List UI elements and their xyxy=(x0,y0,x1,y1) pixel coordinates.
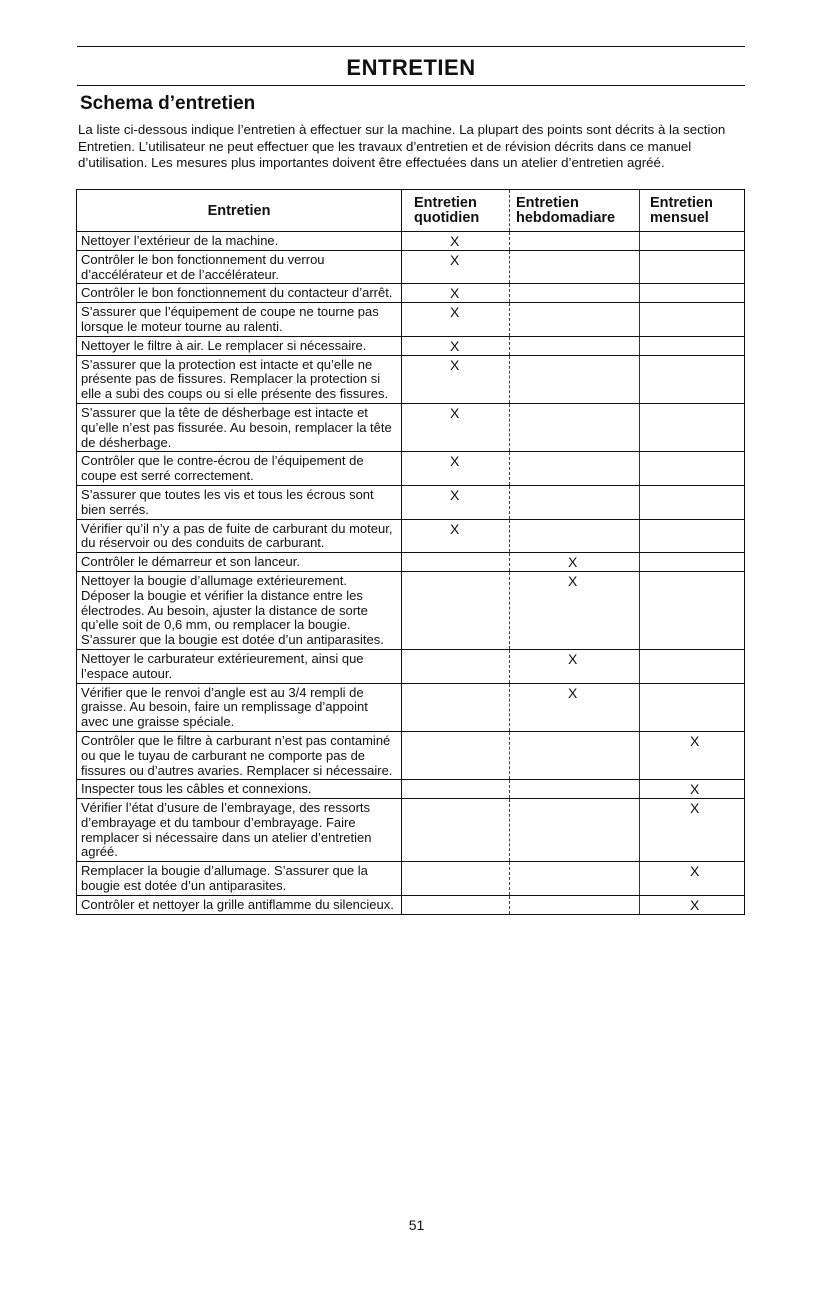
task-cell: Vérifier qu’il n’y a pas de fuite de carburant du moteur, du réservoir ou des conduits de carburant. xyxy=(77,519,402,553)
monthly-mark-cell: X xyxy=(640,799,745,862)
monthly-mark-cell xyxy=(640,355,745,403)
task-cell: Nettoyer l’extérieur de la machine. xyxy=(77,232,402,251)
table-row xyxy=(77,799,745,862)
task-cell: Contrôler que le filtre à carburant n’est pas contaminé ou que le tuyau de carburant ne comporte pas de fissures ou d’autres avaries. Remplacer si nécessaire. xyxy=(77,731,402,779)
daily-mark-cell: X xyxy=(402,336,510,355)
table-row xyxy=(77,232,745,251)
monthly-mark-cell xyxy=(640,519,745,553)
monthly-mark-cell xyxy=(640,553,745,572)
daily-mark-cell xyxy=(402,553,510,572)
table-row xyxy=(77,553,745,572)
daily-mark-cell xyxy=(402,571,510,649)
task-cell: Remplacer la bougie d’allumage. S’assurer que la bougie est dotée d’un antiparasites. xyxy=(77,862,402,896)
daily-mark-cell xyxy=(402,649,510,683)
daily-mark-cell: X xyxy=(402,452,510,486)
table-row xyxy=(77,519,745,553)
title-rule xyxy=(77,85,745,86)
monthly-mark-cell xyxy=(640,485,745,519)
task-cell: Contrôler le démarreur et son lanceur. xyxy=(77,553,402,572)
task-cell: S’assurer que l’équipement de coupe ne tourne pas lorsque le moteur tourne au ralenti. xyxy=(77,303,402,337)
weekly-mark-cell xyxy=(510,250,640,284)
weekly-mark-cell: X xyxy=(510,553,640,572)
table-header-row xyxy=(77,190,745,232)
task-cell: Nettoyer le filtre à air. Le remplacer si nécessaire. xyxy=(77,336,402,355)
weekly-mark-cell xyxy=(510,452,640,486)
table-row xyxy=(77,452,745,486)
monthly-mark-cell xyxy=(640,250,745,284)
weekly-mark-cell xyxy=(510,731,640,779)
weekly-mark-cell xyxy=(510,485,640,519)
task-cell: Nettoyer le carburateur extérieurement, ainsi que l’espace autour. xyxy=(77,649,402,683)
monthly-mark-cell xyxy=(640,683,745,731)
weekly-mark-cell xyxy=(510,895,640,914)
daily-mark-cell: X xyxy=(402,403,510,451)
table-row xyxy=(77,303,745,337)
intro-paragraph: La liste ci-dessous indique l’entretien à effectuer sur la machine. La plupart des points sont décrits à la section Entretien. L’utilisateur ne peut effectuer que les travaux d’entretien et de révision décrits dans ce manuel d’utilisation. Les mesures plus importantes doivent être effectuées dans un atelier d’entretien agréé. xyxy=(78,122,726,170)
weekly-mark-cell xyxy=(510,519,640,553)
weekly-mark-cell xyxy=(510,232,640,251)
daily-mark-cell: X xyxy=(402,232,510,251)
weekly-mark-cell: X xyxy=(510,649,640,683)
monthly-mark-cell: X xyxy=(640,731,745,779)
table-row xyxy=(77,780,745,799)
monthly-mark-cell xyxy=(640,649,745,683)
header-daily: Entretien quotidien xyxy=(402,190,510,232)
table-row xyxy=(77,336,745,355)
weekly-mark-cell xyxy=(510,355,640,403)
weekly-mark-cell xyxy=(510,862,640,896)
daily-mark-cell xyxy=(402,862,510,896)
weekly-mark-cell xyxy=(510,284,640,303)
table-row xyxy=(77,355,745,403)
task-cell: Contrôler que le contre-écrou de l’équipement de coupe est serré correctement. xyxy=(77,452,402,486)
table-row xyxy=(77,731,745,779)
weekly-mark-cell xyxy=(510,799,640,862)
daily-mark-cell: X xyxy=(402,284,510,303)
task-cell: S’assurer que toutes les vis et tous les écrous sont bien serrés. xyxy=(77,485,402,519)
monthly-mark-cell: X xyxy=(640,780,745,799)
monthly-mark-cell xyxy=(640,571,745,649)
monthly-mark-cell xyxy=(640,232,745,251)
daily-mark-cell xyxy=(402,799,510,862)
top-rule xyxy=(77,46,745,47)
table-row xyxy=(77,250,745,284)
maintenance-schedule-table xyxy=(76,189,745,915)
weekly-mark-cell xyxy=(510,303,640,337)
page-title: ENTRETIEN xyxy=(346,55,476,80)
table-row xyxy=(77,683,745,731)
daily-mark-cell: X xyxy=(402,250,510,284)
header-weekly: Entretien hebdomadiare xyxy=(510,190,640,232)
monthly-mark-cell xyxy=(640,452,745,486)
task-cell: Contrôler le bon fonctionnement du verrou d’accélérateur et de l’accélérateur. xyxy=(77,250,402,284)
daily-mark-cell: X xyxy=(402,303,510,337)
table-row xyxy=(77,485,745,519)
task-cell: Contrôler et nettoyer la grille antiflamme du silencieux. xyxy=(77,895,402,914)
daily-mark-cell: X xyxy=(402,519,510,553)
table-row xyxy=(77,284,745,303)
table-row xyxy=(77,403,745,451)
task-cell: Nettoyer la bougie d’allumage extérieurement. Déposer la bougie et vérifier la distance entre les électrodes. Au besoin, ajuster la distance de sorte qu’elle soit de 0,6 mm, ou remplacer la bougie. S’assurer que la bougie est dotée d’un antiparasites. xyxy=(77,571,402,649)
monthly-mark-cell xyxy=(640,303,745,337)
section-heading: Schema d’entretien xyxy=(80,93,256,114)
weekly-mark-cell xyxy=(510,780,640,799)
monthly-mark-cell: X xyxy=(640,862,745,896)
task-cell: Vérifier l’état d’usure de l’embrayage, des ressorts d’embrayage et du tambour d’embrayage. Faire remplacer si nécessaire dans un atelier d’entretien agréé. xyxy=(77,799,402,862)
header-task: Entretien xyxy=(77,190,402,232)
task-cell: Inspecter tous les câbles et connexions. xyxy=(77,780,402,799)
daily-mark-cell: X xyxy=(402,485,510,519)
table-row xyxy=(77,862,745,896)
monthly-mark-cell xyxy=(640,284,745,303)
task-cell: Vérifier que le renvoi d’angle est au 3/4 rempli de graisse. Au besoin, faire un remplissage d’appoint avec une graisse spéciale. xyxy=(77,683,402,731)
monthly-mark-cell: X xyxy=(640,895,745,914)
daily-mark-cell xyxy=(402,683,510,731)
table-row xyxy=(77,895,745,914)
task-cell: S’assurer que la protection est intacte et qu’elle ne présente pas de fissures. Remplacer la protection si elle a subi des coups ou si elle présente des fissures. xyxy=(77,355,402,403)
daily-mark-cell xyxy=(402,780,510,799)
daily-mark-cell xyxy=(402,895,510,914)
weekly-mark-cell xyxy=(510,403,640,451)
table-row xyxy=(77,571,745,649)
monthly-mark-cell xyxy=(640,403,745,451)
table-row xyxy=(77,649,745,683)
page-number: 51 xyxy=(408,1217,425,1233)
task-cell: Contrôler le bon fonctionnement du contacteur d’arrêt. xyxy=(77,284,402,303)
weekly-mark-cell: X xyxy=(510,683,640,731)
header-monthly: Entretien mensuel xyxy=(640,190,745,232)
task-cell: S’assurer que la tête de désherbage est intacte et qu’elle n’est pas fissurée. Au besoin, remplacer la tête de désherbage. xyxy=(77,403,402,451)
weekly-mark-cell xyxy=(510,336,640,355)
daily-mark-cell: X xyxy=(402,355,510,403)
monthly-mark-cell xyxy=(640,336,745,355)
daily-mark-cell xyxy=(402,731,510,779)
weekly-mark-cell: X xyxy=(510,571,640,649)
table-body xyxy=(77,232,745,915)
